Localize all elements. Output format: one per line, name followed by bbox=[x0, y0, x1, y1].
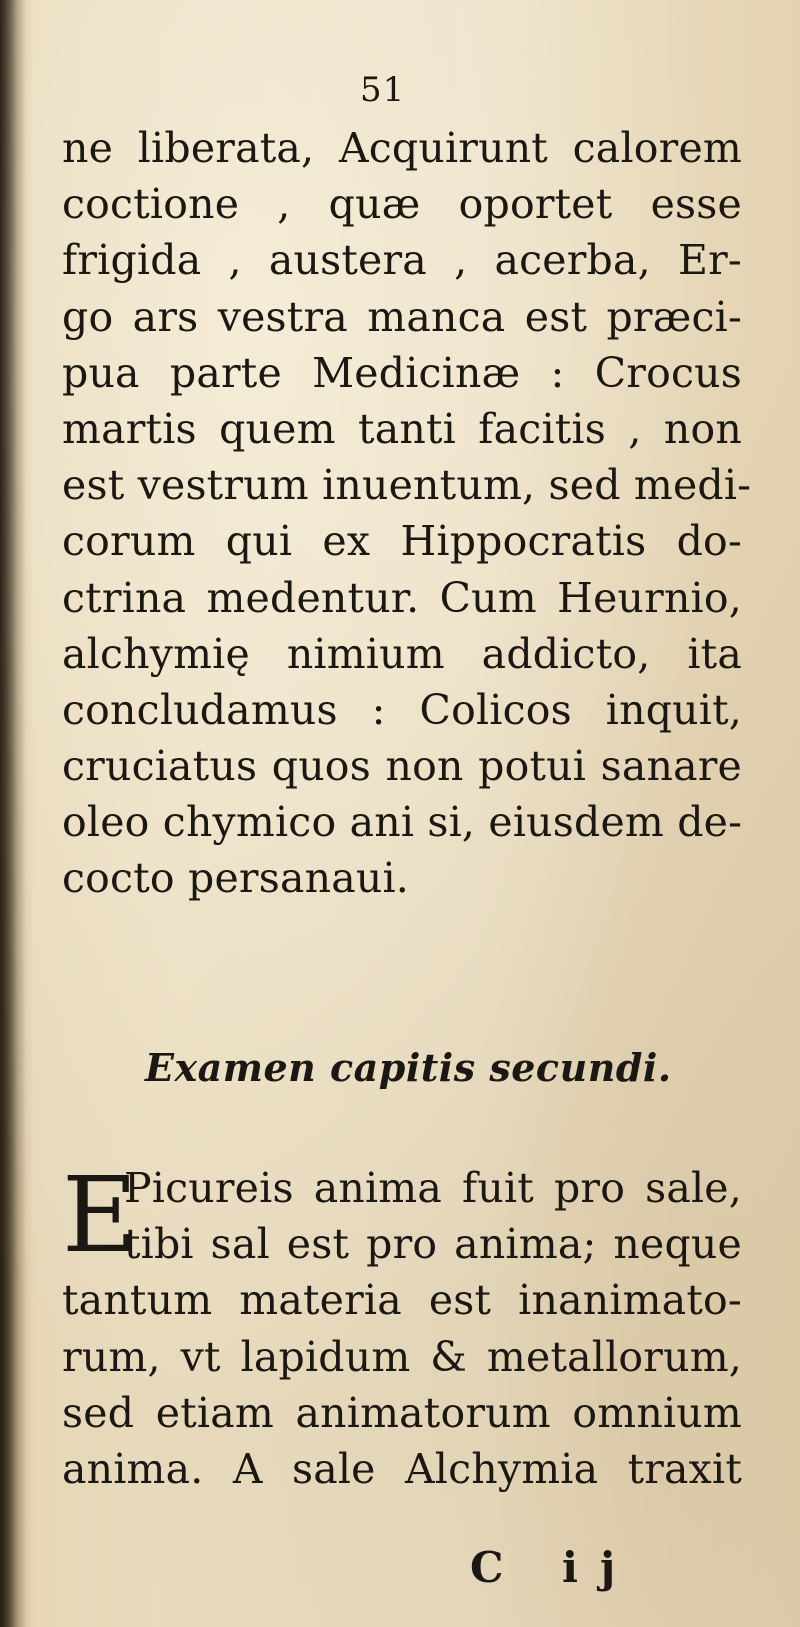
text-line: concludamus : Colicos inquit, bbox=[62, 685, 742, 734]
binding-gutter bbox=[0, 0, 26, 1627]
text-line: alchymię nimium addicto, ita bbox=[62, 629, 742, 678]
text-line: tantum materia est inanimato- bbox=[62, 1276, 742, 1325]
signature-mark: C ij bbox=[470, 1543, 638, 1592]
text-line: frigida , austera , acerba, Er- bbox=[62, 236, 742, 285]
paragraph-2 bbox=[62, 1154, 742, 1497]
text-line: tibi sal est pro anima; neque bbox=[124, 1220, 742, 1269]
text-line: rum, vt lapidum & metallorum, bbox=[62, 1332, 742, 1381]
text-line: est vestrum inuentum, sed medi- bbox=[62, 461, 752, 510]
paragraph-1 bbox=[62, 120, 752, 907]
text-line: martis quem tanti facitis , non bbox=[62, 404, 742, 453]
text-line: pua parte Medicinæ : Crocus bbox=[62, 348, 742, 397]
section-heading: Examen capitis secundi. bbox=[145, 1045, 672, 1090]
text-line: cocto persanaui. bbox=[62, 854, 409, 903]
drop-cap: E bbox=[62, 1154, 138, 1276]
text-line: cruciatus quos non potui sanare bbox=[62, 742, 742, 791]
text-line: Picureis anima fuit pro sale, bbox=[124, 1164, 742, 1212]
text-line: go ars vestra manca est præci- bbox=[62, 292, 742, 341]
text-line: sed etiam animatorum omnium bbox=[62, 1388, 742, 1437]
text-line: ne liberata, Acquirunt calorem bbox=[62, 124, 742, 172]
text-line: corum qui ex Hippocratis do- bbox=[62, 517, 742, 566]
text-line: oleo chymico ani si, eiusdem de- bbox=[62, 798, 743, 847]
page-number: 51 bbox=[360, 70, 406, 110]
text-line: coctione , quæ oportet esse bbox=[62, 180, 742, 229]
text-line: anima. A sale Alchymia traxit bbox=[62, 1444, 742, 1493]
text-line: ctrina medentur. Cum Heurnio, bbox=[62, 573, 742, 622]
